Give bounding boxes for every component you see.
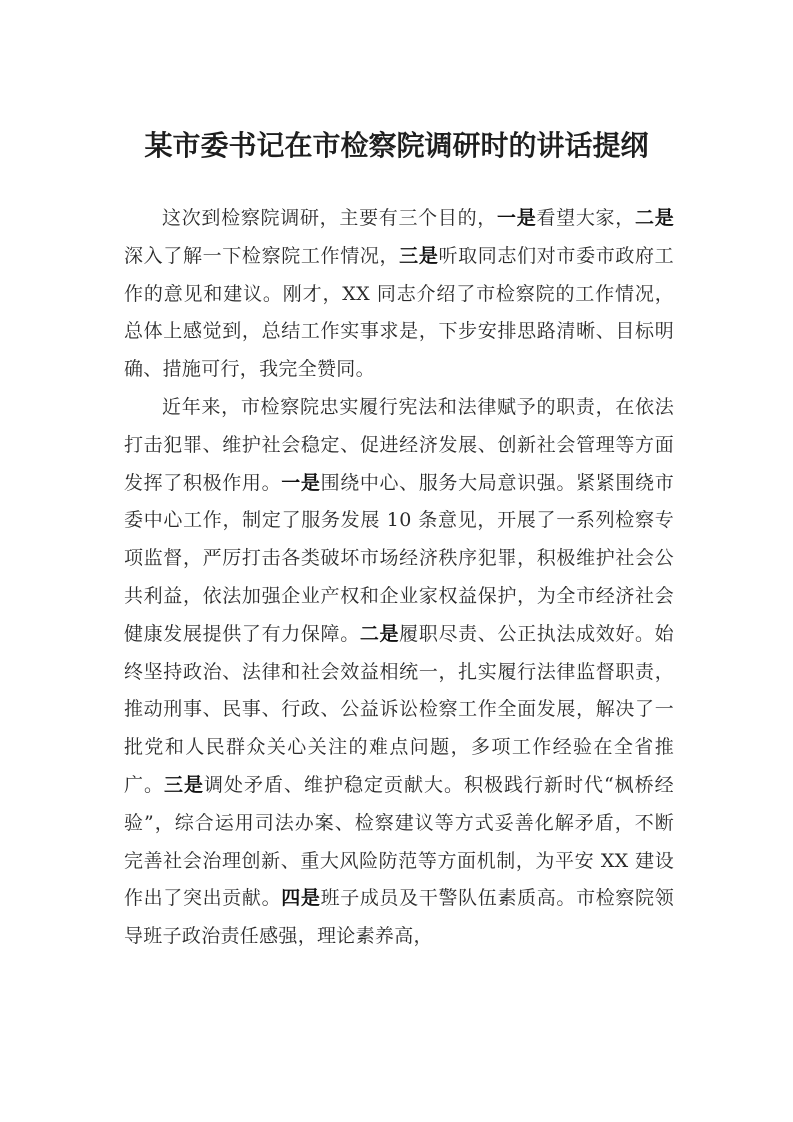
paragraph-1 [124, 200, 674, 389]
text-run: 调处矛盾、维护稳定贡献大。积极践行新时代“枫桥经验”，综合运用司法办案、检察建议等方式妥善化解矛盾，不断完善社会治理创新、重大风险防范等方面机制，为平安 XX 建设作出了突出贡献。 [124, 773, 674, 910]
text-run: 深入了解一下检察院工作情况， [124, 244, 400, 267]
text-run: 围绕中心、服务大局意识强。紧紧围绕市委中心工作，制定了服务发展 10 条意见，开展了一系列检察专项监督，严厉打击各类破坏市场经济秩序犯罪，积极维护社会公共利益，依法加强企业产权和企业家权益保护，为全市经济社会健康发展提供了有力保障。 [124, 471, 674, 645]
emphasis-run: 二是 [359, 622, 400, 645]
emphasis-run: 一是 [497, 207, 537, 229]
document-body [124, 200, 674, 956]
emphasis-run: 四是 [281, 887, 321, 910]
emphasis-run: 二是 [634, 207, 674, 229]
document-title: 某市委书记在市检察院调研时的讲话提纲 [144, 129, 649, 162]
emphasis-run: 一是 [281, 471, 321, 494]
text-run: 听取同志们对市委市政府工作的意见和建议。刚才，XX 同志介绍了市检察院的工作情况，总体上感觉到，总结工作实事求是，下步安排思路清晰、目标明确、措施可行，我完全赞同。 [124, 244, 674, 381]
text-run: 这次到检察院调研，主要有三个目的， [162, 207, 498, 229]
paragraph-2 [124, 389, 674, 956]
text-run: 看望大家， [536, 207, 635, 229]
text-run: 履职尽责、公正执法成效好。始终坚持政治、法律和社会效益相统一，扎实履行法律监督职责，推动刑事、民事、行政、公益诉讼检察工作全面发展，解决了一批党和人民群众关心关注的难点问题，多项工作经验在全省推广。 [124, 622, 674, 796]
text-run: 班子成员及干警队伍素质高。市检察院领导班子政治责任感强，理论素养高， [124, 887, 674, 948]
text-run: 近年来，市检察院忠实履行宪法和法律赋予的职责，在依法打击犯罪、维护社会稳定、促进经济发展、创新社会管理等方面发挥了积极作用。 [124, 395, 674, 494]
emphasis-run: 三是 [399, 244, 439, 267]
emphasis-run: 三是 [164, 773, 204, 796]
